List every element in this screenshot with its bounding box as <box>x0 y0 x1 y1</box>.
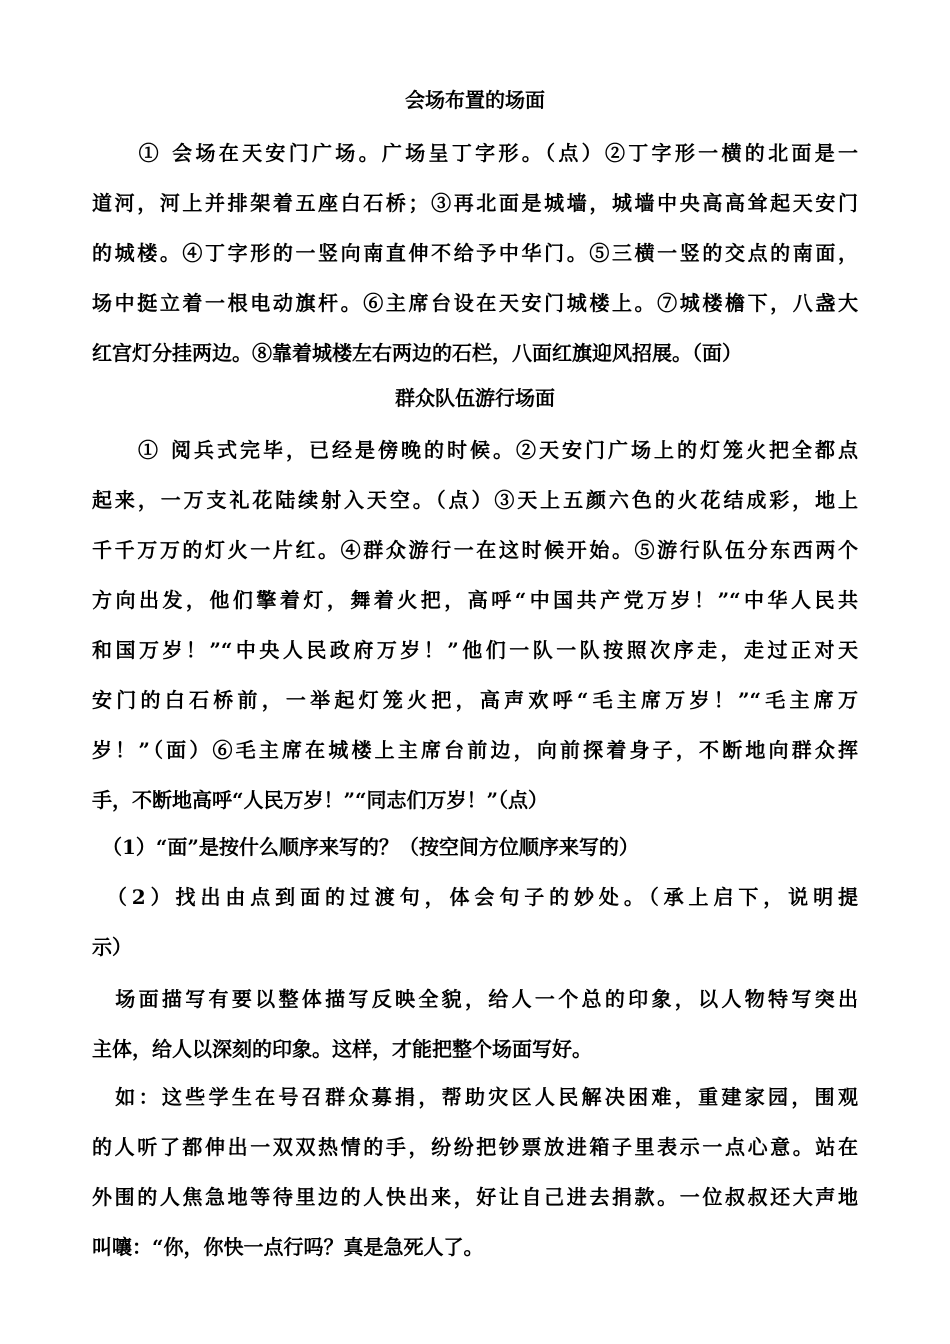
text-line: 千千万万的灯火一片红。④群众游行一在这时候开始。⑤游行队伍分东西两个 <box>92 538 858 562</box>
text-line: ① 会场在天安门广场。广场呈丁字形。（点）②丁字形一横的北面是一 <box>92 141 858 165</box>
question-2 <box>92 872 858 972</box>
text-line: 的人听了都伸出一双双热情的手，纷纷把钞票放进箱子里表示一点心意。站在 <box>92 1135 858 1159</box>
text-line: 安门的白石桥前，一举起灯笼火把，高声欢呼“毛主席万岁！”“毛主席万 <box>92 688 858 712</box>
text-line: 起来，一万支礼花陆续射入天空。（点）③天上五颜六色的火花结成彩，地上 <box>92 488 858 512</box>
paragraph-venue-layout <box>92 128 858 378</box>
text-line: 叫嚷：“你，你快一点行吗？真是急死人了。 <box>92 1235 484 1259</box>
text-line: 手，不断地高呼“人民万岁！”“同志们万岁！”（点） <box>92 788 549 812</box>
question-1 <box>92 822 858 872</box>
text-line: 道河，河上并排架着五座白石桥；③再北面是城墙，城墙中央高高耸起天安门 <box>92 191 858 215</box>
text-line: 和国万岁！”“中央人民政府万岁！”他们一队一队按照次序走，走过正对天 <box>92 638 858 662</box>
section-heading-venue: 会场布置的场面 <box>405 88 545 112</box>
paragraph-scene-writing <box>92 974 858 1074</box>
text-line: 的城楼。④丁字形的一竖向南直伸不给予中华门。⑤三横一竖的交点的南面， <box>92 241 858 265</box>
paragraph-parade <box>92 425 858 825</box>
text-line: 主体，给人以深刻的印象。这样，才能把整个场面写好。 <box>92 1037 592 1061</box>
section-heading-parade: 群众队伍游行场面 <box>395 386 555 410</box>
text-line: （1）“面”是按什么顺序来写的？（按空间方位顺序来写的） <box>92 835 639 859</box>
text-line: 岁！”（面）⑥毛主席在城楼上主席台前边，向前探着身子，不断地向群众挥 <box>92 738 858 762</box>
text-line: 场面描写有要以整体描写反映全貌，给人一个总的印象，以人物特写突出 <box>92 987 858 1011</box>
paragraph-example <box>92 1072 858 1272</box>
text-line: 场中挺立着一根电动旗杆。⑥主席台设在天安门城楼上。⑦城楼檐下，八盏大 <box>92 291 858 315</box>
text-line: ① 阅兵式完毕，已经是傍晚的时候。②天安门广场上的灯笼火把全都点 <box>92 438 858 462</box>
text-line: 如：这些学生在号召群众募捐，帮助灾区人民解决困难，重建家园，围观 <box>92 1085 858 1109</box>
text-line: 方向出发，他们擎着灯，舞着火把，高呼“中国共产党万岁！”“中华人民共 <box>92 588 858 612</box>
text-line: 外围的人焦急地等待里边的人快出来，好让自己进去捐款。一位叔叔还大声地 <box>92 1185 858 1209</box>
text-line: （2）找出由点到面的过渡句，体会句子的妙处。（承上启下，说明提 <box>92 885 858 909</box>
text-line: 红宫灯分挂两边。⑧靠着城楼左右两边的石栏，八面红旗迎风招展。（面） <box>92 341 742 365</box>
text-line: 示） <box>92 935 132 959</box>
